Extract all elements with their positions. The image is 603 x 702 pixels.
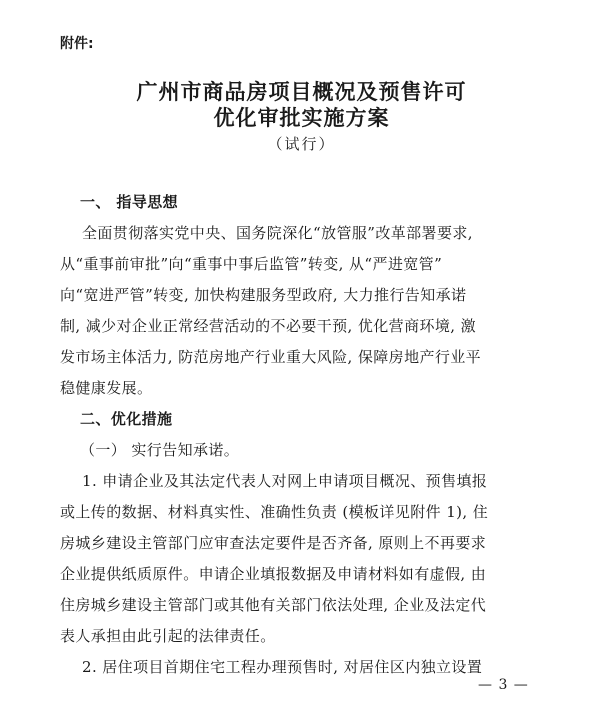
attachment-label: 附件: — [60, 36, 94, 52]
paragraph-line: 稳健康发展。 — [60, 379, 153, 397]
document-subtitle: （试行） — [267, 135, 336, 153]
paragraph-line: 房城乡建设主管部门应审查法定要件是否齐备, 原则上不再要求 — [60, 534, 487, 552]
paragraph-line: 向“宽进严管”转变, 加快构建服务型政府, 大力推行告知承诺 — [60, 286, 467, 304]
paragraph-line: 从“重事前审批”向“重事中事后监管”转变, 从“严进宽管” — [60, 255, 443, 273]
paragraph-line: 1. 申请企业及其法定代表人对网上申请项目概况、预售填报 — [82, 472, 488, 490]
subsection-heading: （一） 实行告知承诺。 — [80, 441, 240, 459]
paragraph-line: 表人承担由此引起的法律责任。 — [60, 627, 276, 645]
paragraph-line: 全面贯彻落实党中央、国务院深化“放管服”改革部署要求, — [82, 224, 473, 242]
paragraph-line: 2. 居住项目首期住宅工程办理预售时, 对居住区内独立设置 — [82, 658, 483, 676]
document-title-line-2: 优化审批实施方案 — [213, 105, 390, 130]
paragraph-line: 或上传的数据、材料真实性、准确性负责 (模板详见附件 1), 住 — [60, 503, 489, 521]
document-title-line-1: 广州市商品房项目概况及预售许可 — [136, 79, 467, 104]
section-heading-guiding-thought: 一、 指导思想 — [80, 193, 179, 211]
page-number: — 3 — — [478, 677, 529, 693]
section-heading-optimization-measures: 二、优化措施 — [80, 410, 173, 428]
paragraph-line: 住房城乡建设主管部门或其他有关部门依法处理, 企业及法定代 — [60, 596, 487, 614]
paragraph-line: 发市场主体活力, 防范房地产行业重大风险, 保障房地产行业平 — [60, 348, 482, 366]
paragraph-line: 制, 减少对企业正常经营活动的不必要干预, 优化营商环境, 激 — [60, 317, 477, 335]
paragraph-line: 企业提供纸质原件。申请企业填报数据及申请材料如有虚假, 由 — [60, 565, 487, 583]
